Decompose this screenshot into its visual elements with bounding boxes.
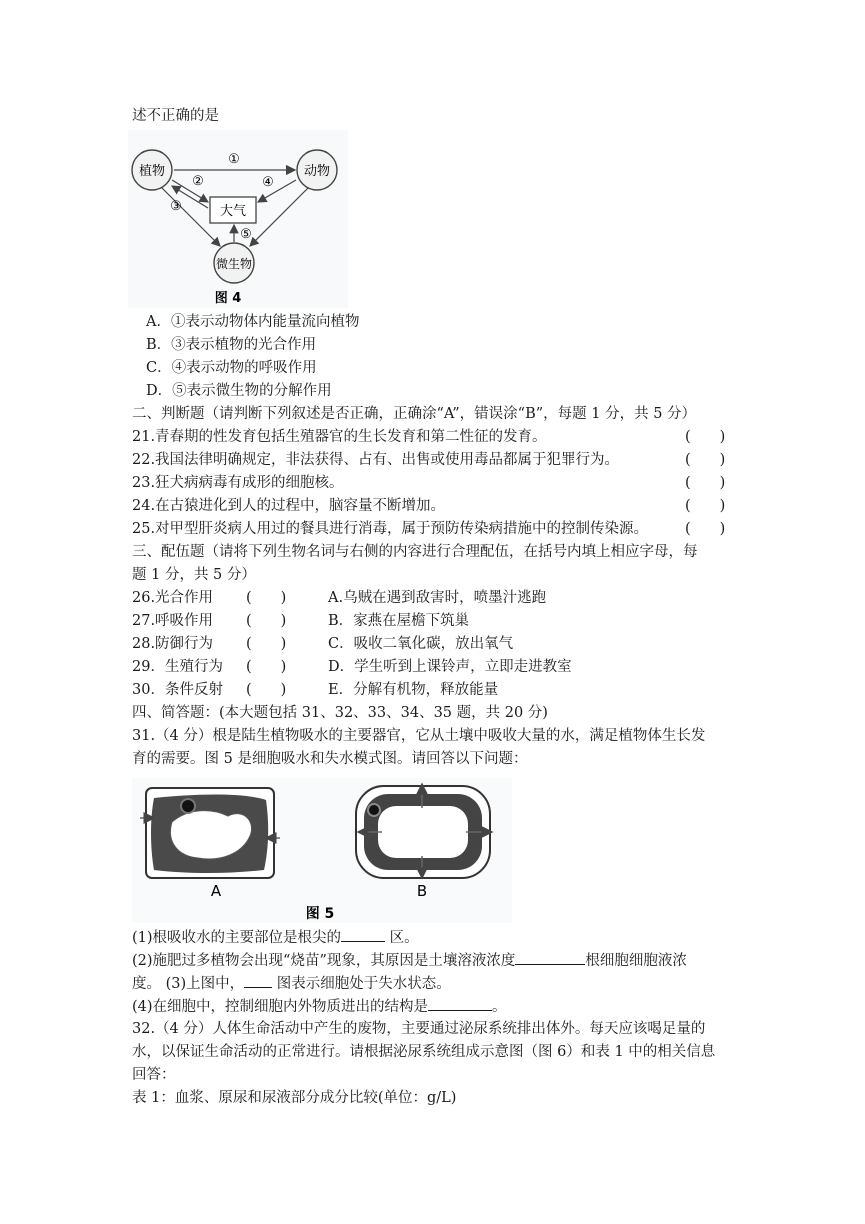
answer-blank[interactable]: [341, 927, 385, 942]
option-d: D．⑤表示微生物的分解作用: [146, 383, 332, 399]
arrow-4-label: ④: [262, 175, 274, 190]
arrow-1-label: ①: [228, 152, 240, 167]
match-paren[interactable]: ( ): [246, 613, 287, 629]
q31-sub-1: (1)根吸收水的主要部位是根尖的 区。: [132, 927, 419, 948]
cell-b: [356, 784, 492, 878]
judge-item-text: 24.在古猿进化到人的过程中，脑容量不断增加。: [132, 498, 446, 514]
answer-blank[interactable]: [515, 950, 585, 965]
arrow-5-label: ⑤: [240, 227, 252, 242]
judge-item-25: [132, 519, 732, 539]
match-term: 28.防御行为: [132, 636, 214, 652]
answer-paren[interactable]: ( ): [685, 452, 726, 468]
q31-stem: 31.（4 分）根是陆生植物吸水的主要器官，它从土壤中吸收大量的水，满足植物体生长发: [132, 728, 706, 744]
judge-item-text: 22.我国法律明确规定，非法获得、占有、出售或使用毒品都属于犯罪行为。: [132, 452, 620, 468]
section-3-heading-cont: 题 1 分，共 5 分）: [132, 567, 256, 583]
microbe-label: 微生物: [215, 257, 253, 271]
judge-item-23: [132, 473, 732, 493]
match-description: A.乌贼在遇到敌害时，喷墨汁逃跑: [328, 590, 547, 606]
match-description: C．吸收二氧化碳，放出氧气: [328, 636, 514, 652]
figure-4-diagram: [128, 130, 348, 308]
arrow-2-label: ②: [192, 174, 204, 189]
match-paren[interactable]: ( ): [246, 636, 287, 652]
cell-a: [140, 788, 280, 878]
judge-item-text: 25.对甲型肝炎病人用过的餐具进行消毒，属于预防传染病措施中的控制传染源。: [132, 521, 649, 537]
option-c: C．④表示动物的呼吸作用: [146, 360, 317, 376]
match-description: D．学生听到上课铃声，立即走进教室: [328, 659, 572, 675]
animal-label: 动物: [303, 164, 331, 179]
match-paren[interactable]: ( ): [246, 590, 287, 606]
answer-paren[interactable]: ( ): [685, 429, 726, 445]
figure-5-label-a: A: [210, 882, 222, 900]
match-term: 29．生殖行为: [132, 659, 223, 675]
match-term: 30．条件反射: [132, 682, 223, 698]
q31-stem-cont: 育的需要。图 5 是细胞吸水和失水模式图。请回答以下问题：: [132, 751, 528, 767]
q32-stem: 32.（4 分）人体生命活动中产生的废物，主要通过泌尿系统排出体外。每天应该喝足量的: [132, 1021, 706, 1037]
section-4-heading: 四、简答题：(本大题包括 31、32、33、34、35 题，共 20 分): [132, 705, 548, 721]
match-term: 26.光合作用: [132, 590, 214, 606]
judge-item-24: [132, 496, 732, 516]
q31-sub-4: (4)在细胞中，控制细胞内外物质进出的结构是 。: [132, 996, 507, 1017]
figure-5-caption: 图 5: [305, 906, 335, 922]
match-row-27: [132, 611, 732, 631]
option-b: B．③表示植物的光合作用: [146, 337, 317, 353]
answer-blank[interactable]: [428, 996, 492, 1011]
judge-item-21: [132, 427, 732, 447]
match-row-30: [132, 680, 732, 700]
arrow-3-label: ③: [170, 199, 182, 214]
question-intro: 述不正确的是: [132, 108, 219, 124]
q32-stem-cont: 水，以保证生命活动的正常进行。请根据泌尿系统组成示意图（图 6）和表 1 中的相关信息: [132, 1044, 716, 1060]
judge-item-text: 21.青春期的性发育包括生殖器官的生长发育和第二性征的发育。: [132, 429, 547, 445]
q32-stem-end: 回答：: [132, 1067, 176, 1083]
atmosphere-label: 大气: [219, 204, 247, 219]
plant-label: 植物: [138, 164, 166, 179]
match-paren[interactable]: ( ): [246, 682, 287, 698]
section-3-heading: 三、配伍题（请将下列生物名词与右侧的内容进行合理配伍，在括号内填上相应字母，每: [132, 544, 698, 560]
judge-item-22: [132, 450, 732, 470]
table-1-caption: 表 1：血浆、原尿和尿液部分成分比较(单位：g/L): [132, 1090, 457, 1106]
match-description: B．家燕在屋檐下筑巢: [328, 613, 470, 629]
match-paren[interactable]: ( ): [246, 659, 287, 675]
judge-item-text: 23.狂犬病病毒有成形的细胞核。: [132, 475, 344, 491]
figure-4-caption: 图 4: [214, 291, 242, 306]
match-description: E．分解有机物，释放能量: [328, 682, 499, 698]
option-a: A．①表示动物体内能量流向植物: [146, 314, 360, 330]
q31-sub-3: 度。 (3)上图中， 图表示细胞处于失水状态。: [132, 973, 451, 994]
answer-paren[interactable]: ( ): [685, 521, 726, 537]
match-term: 27.呼吸作用: [132, 613, 214, 629]
answer-blank[interactable]: [244, 973, 272, 988]
answer-paren[interactable]: ( ): [685, 498, 726, 514]
q31-sub-2: (2)施肥过多植物会出现“烧苗”现象，其原因是土壤溶液浓度 根细胞细胞液浓: [132, 950, 687, 971]
figure-5-label-b: B: [416, 882, 428, 900]
answer-paren[interactable]: ( ): [685, 475, 726, 491]
section-2-heading: 二、判断题（请判断下列叙述是否正确，正确涂“A”，错误涂“B”，每题 1 分，共 5 分）: [132, 406, 697, 422]
match-row-28: [132, 634, 732, 654]
match-row-26: [132, 588, 732, 608]
figure-5-diagram: [132, 778, 512, 923]
match-row-29: [132, 657, 732, 677]
